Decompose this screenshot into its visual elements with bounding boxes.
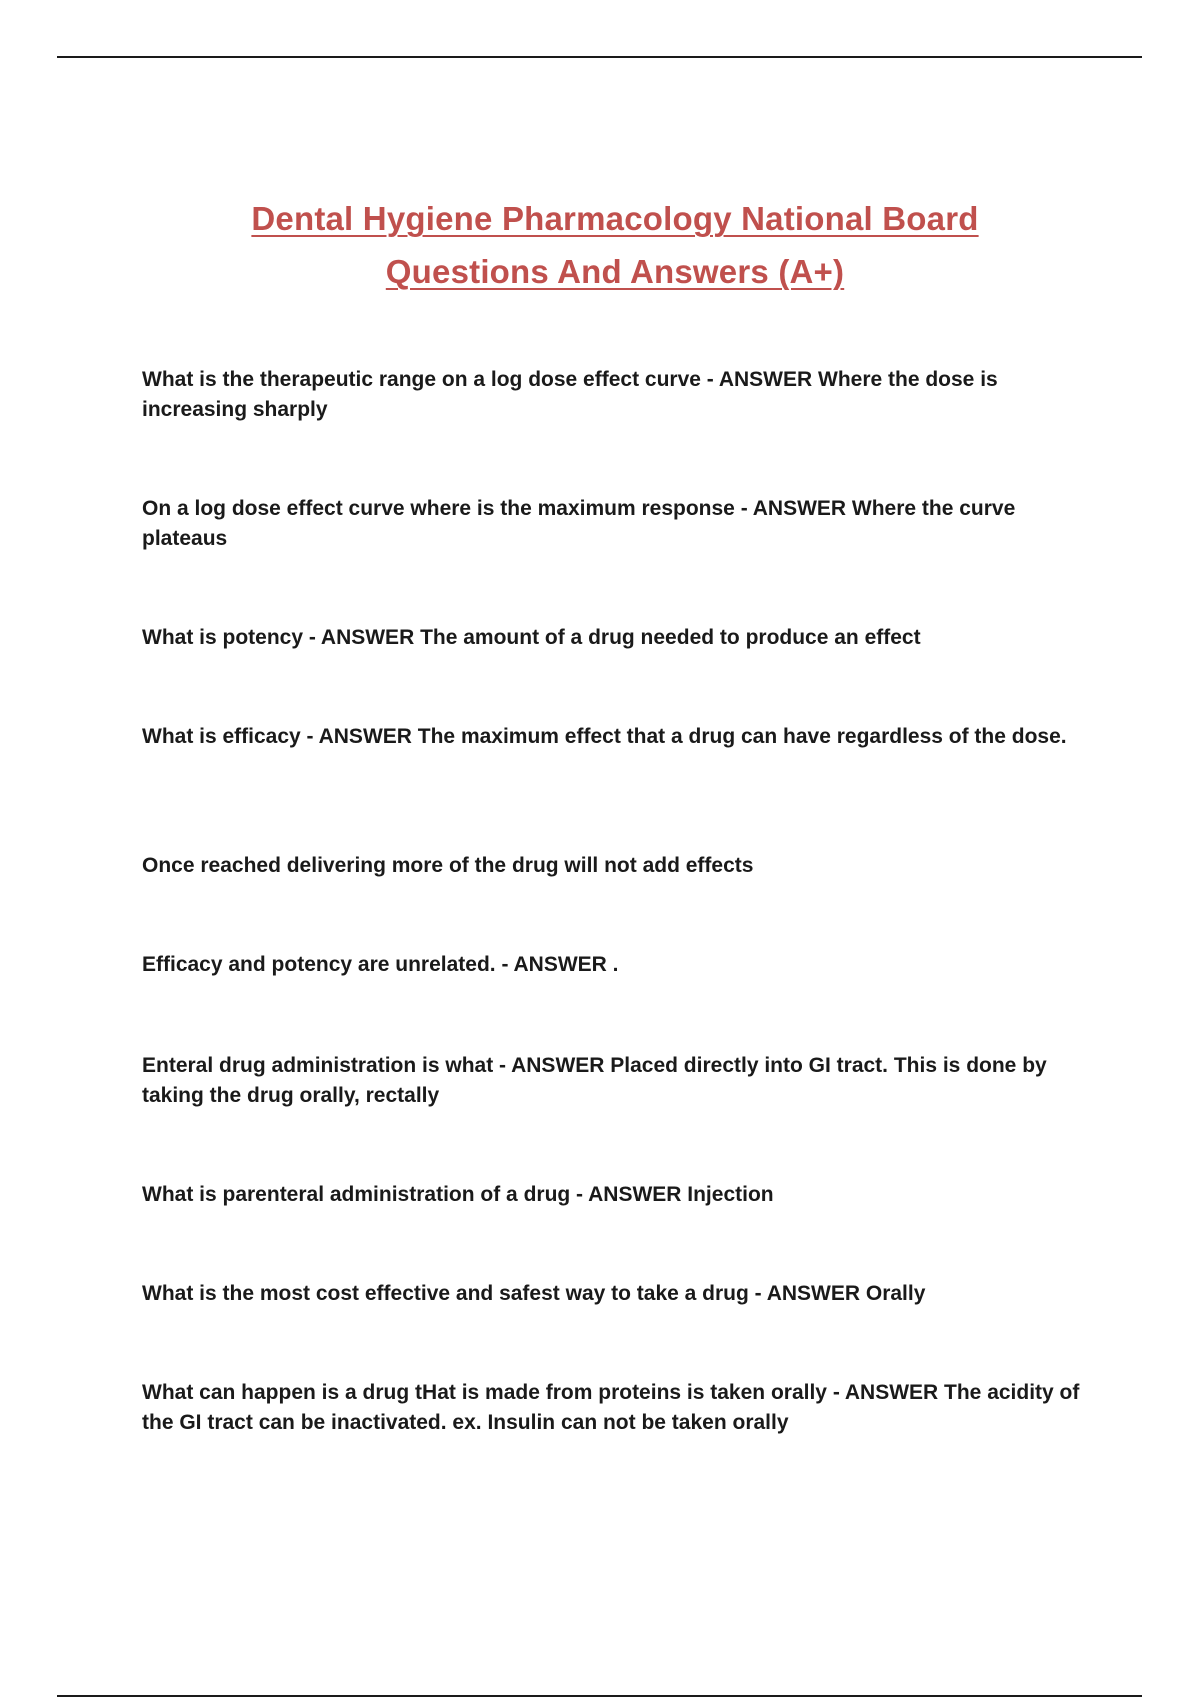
top-divider xyxy=(57,56,1142,58)
qa-item: What is parenteral administration of a drug - ANSWER Injection xyxy=(142,1183,774,1206)
title-line-2: Questions And Answers (A+) xyxy=(385,253,845,290)
qa-item: On a log dose effect curve where is the maximum response - ANSWER Where the curve plateaus xyxy=(142,497,1016,550)
qa-item: What can happen is a drug tHat is made from proteins is taken orally - ANSWER The acidity of the GI tract can be inactivated. ex. Insulin can not be taken orally xyxy=(142,1381,1080,1434)
qa-item: Enteral drug administration is what - ANSWER Placed directly into GI tract. This is done by taking the drug orally, rectally xyxy=(142,1054,1047,1107)
document-title xyxy=(120,192,1110,298)
qa-item: What is the therapeutic range on a log dose effect curve - ANSWER Where the dose is increasing sharply xyxy=(142,368,998,421)
qa-item: Once reached delivering more of the drug will not add effects xyxy=(142,854,754,877)
qa-item: What is the most cost effective and safest way to take a drug - ANSWER Orally xyxy=(142,1282,926,1305)
qa-item: What is potency - ANSWER The amount of a drug needed to produce an effect xyxy=(142,626,921,649)
bottom-divider xyxy=(57,1695,1142,1697)
qa-item: Efficacy and potency are unrelated. - ANSWER . xyxy=(142,953,619,976)
qa-item: What is efficacy - ANSWER The maximum effect that a drug can have regardless of the dose. xyxy=(142,725,1067,748)
title-line-1: Dental Hygiene Pharmacology National Board xyxy=(251,200,979,237)
